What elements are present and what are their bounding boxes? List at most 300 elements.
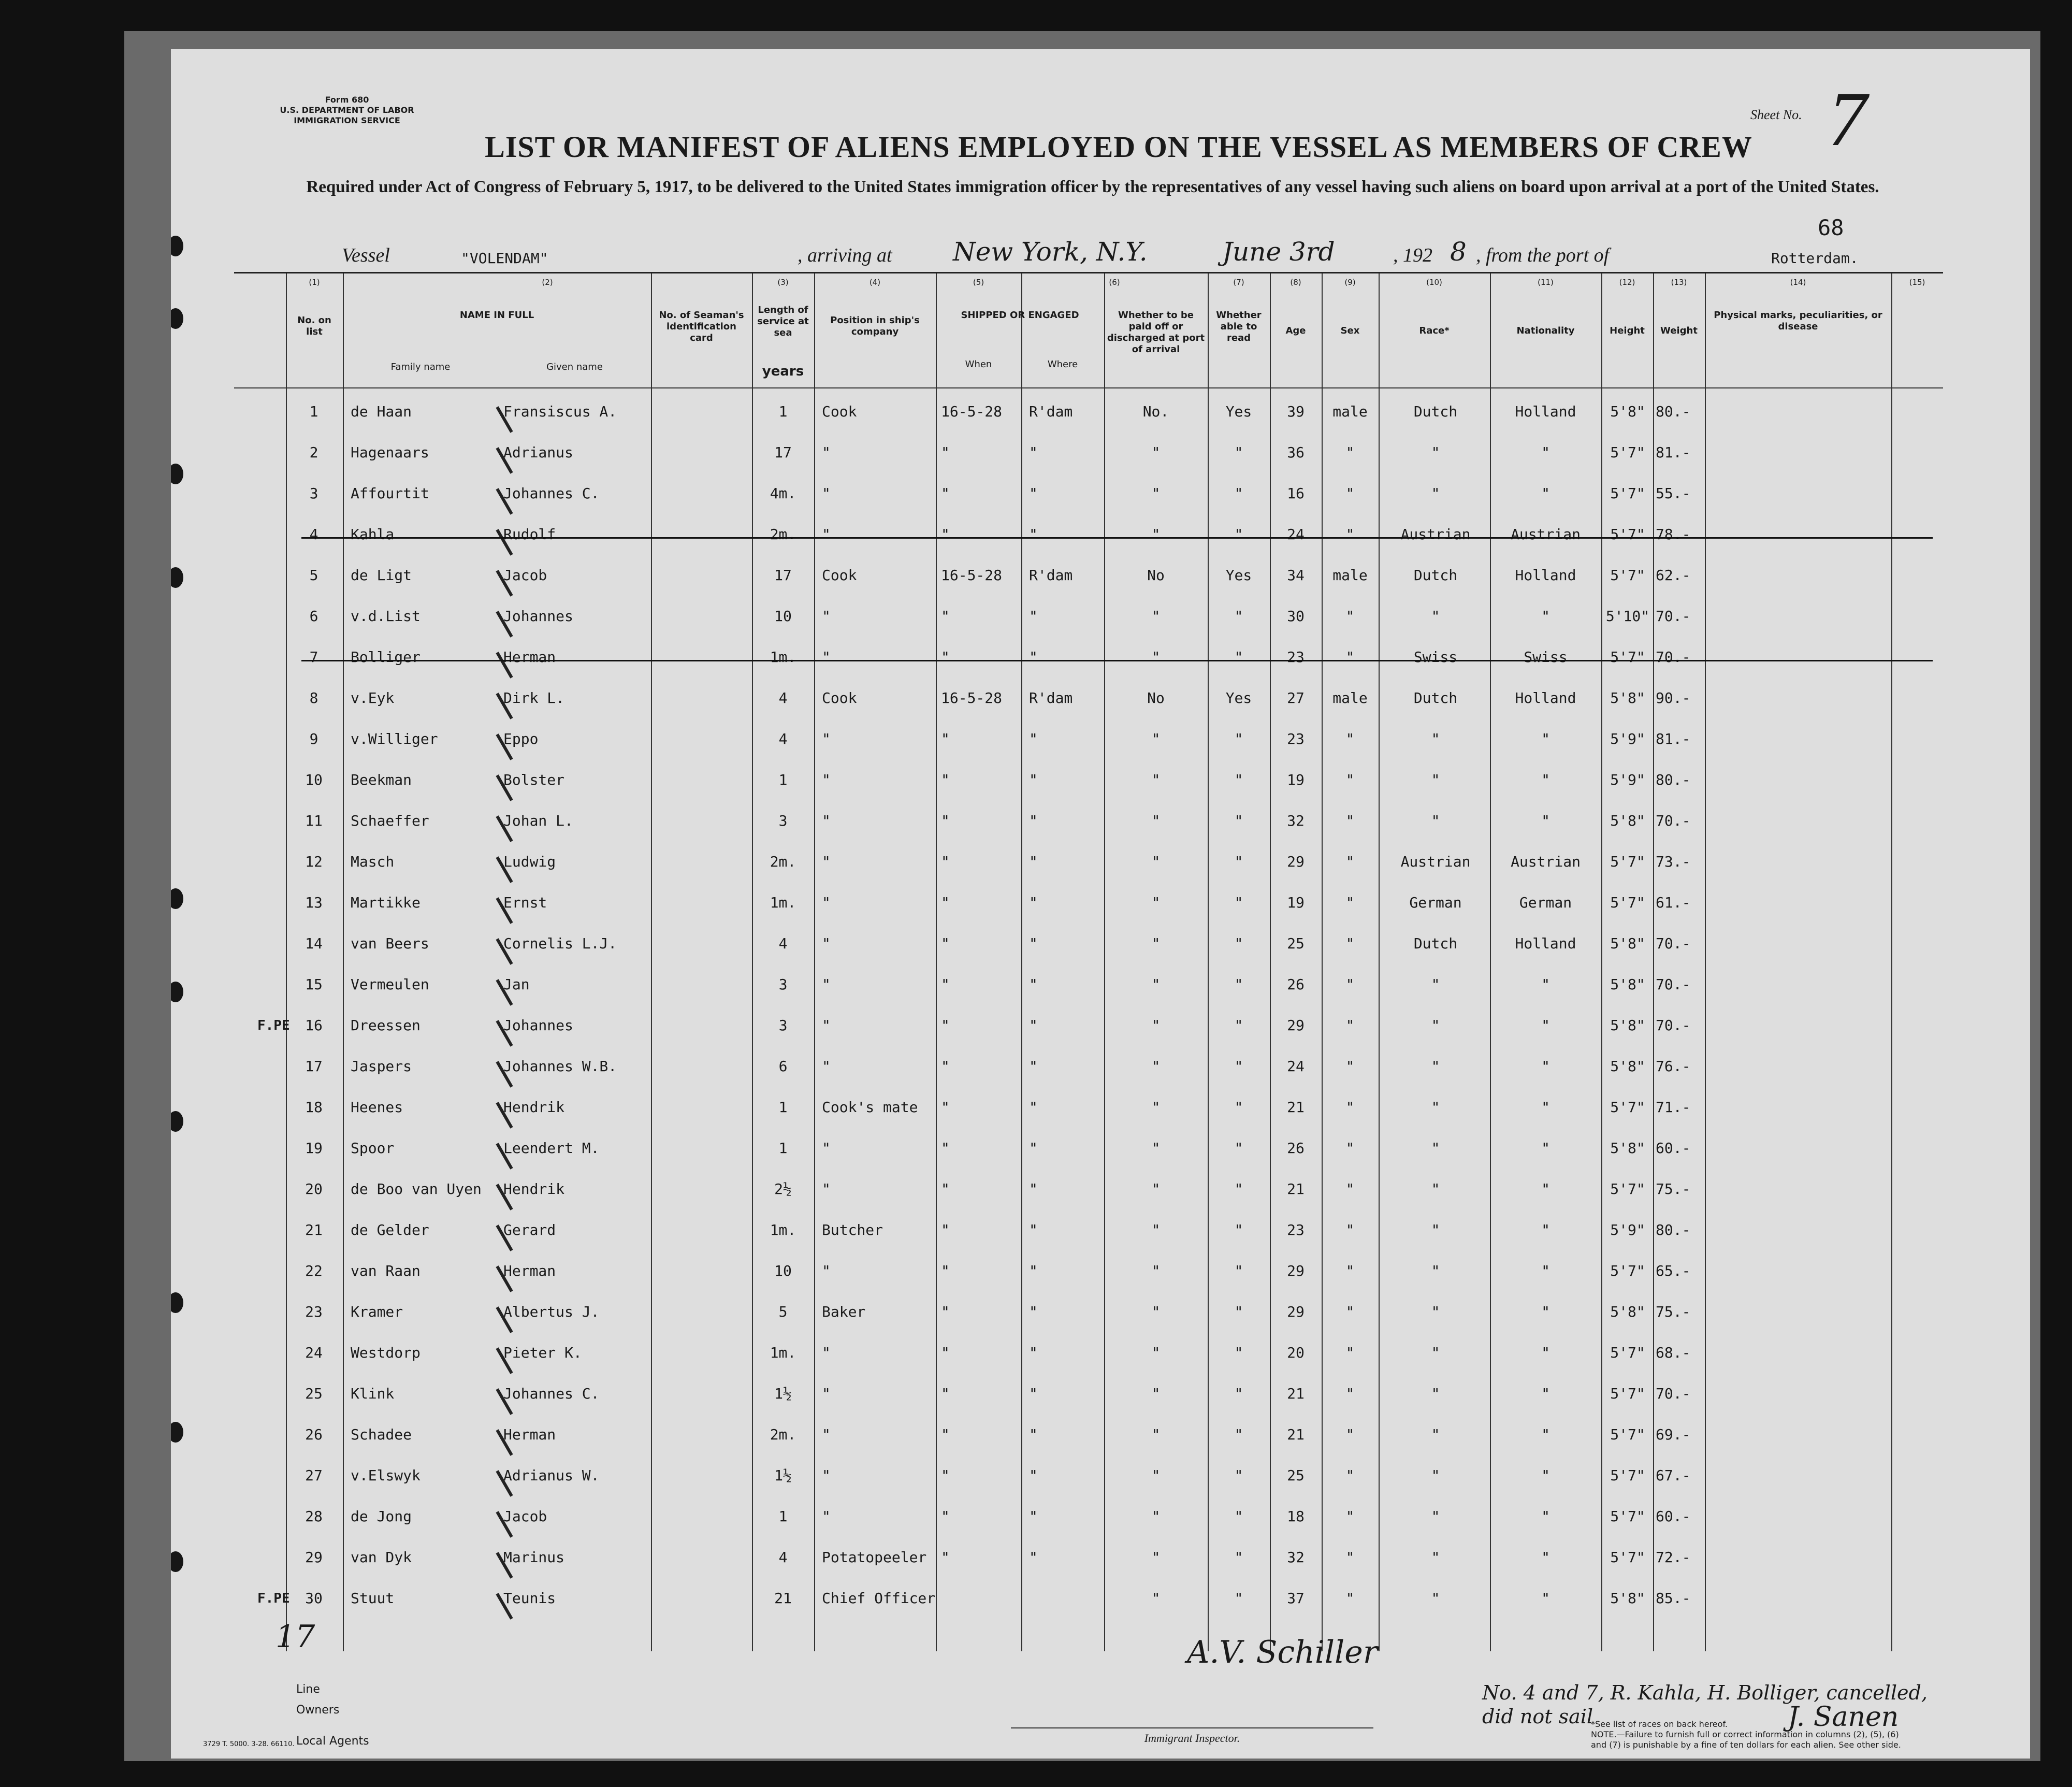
- cell-given-name: Dirk L.: [503, 689, 565, 707]
- cell-shipped-when: ": [941, 1508, 950, 1525]
- cell-nationality: ": [1541, 1303, 1550, 1320]
- cell-family-name: Vermeulen: [351, 976, 429, 993]
- table-row: [234, 1253, 1943, 1289]
- check-mark-icon: [496, 1536, 540, 1578]
- cell-position: ": [822, 444, 831, 461]
- table-row: [234, 1376, 1943, 1412]
- cell-family-name: Bolliger: [351, 648, 421, 666]
- binder-hole: [171, 236, 183, 256]
- col-header-age: Age: [1285, 325, 1306, 336]
- sheet-label: Sheet No.: [1750, 107, 1802, 122]
- cell-family-name: Heenes: [351, 1099, 403, 1116]
- cell-height: 5'7": [1610, 526, 1645, 543]
- cell-nationality: ": [1541, 771, 1550, 788]
- cell-given-name: Eppo: [503, 730, 539, 747]
- cell-shipped-when: ": [941, 608, 950, 625]
- cell-sex: ": [1345, 771, 1355, 788]
- cell-row-number: 11: [305, 812, 323, 829]
- cell-weight: 61.-: [1656, 894, 1691, 911]
- col-header-read: Whether able to read: [1216, 310, 1262, 343]
- table-row: [234, 639, 1943, 675]
- cell-service-length: 1m.: [770, 648, 796, 666]
- check-mark-icon: [496, 391, 540, 433]
- row-margin-mark: F.PE: [257, 1591, 290, 1606]
- cell-family-name: v.Elswyk: [351, 1467, 421, 1484]
- check-mark-icon: [496, 1373, 540, 1415]
- check-mark-icon: [496, 513, 540, 555]
- cell-given-name: Ludwig: [503, 853, 556, 870]
- cell-age: 29: [1287, 1303, 1305, 1320]
- cell-paid-off: No.: [1142, 403, 1169, 420]
- cell-paid-off: ": [1151, 1017, 1161, 1034]
- check-mark-icon: [496, 718, 540, 760]
- cell-able-to-read: ": [1234, 526, 1243, 543]
- cell-service-length: 21: [774, 1590, 792, 1607]
- check-mark-icon: [496, 882, 540, 924]
- cell-paid-off: ": [1151, 485, 1161, 502]
- cell-shipped-where: ": [1029, 1385, 1038, 1402]
- cell-family-name: van Raan: [351, 1262, 421, 1279]
- cell-family-name: Kahla: [351, 526, 395, 543]
- cell-weight: 78.-: [1656, 526, 1691, 543]
- footer: [203, 1619, 1943, 1753]
- cell-position: ": [822, 1180, 831, 1198]
- cell-service-length: 4m.: [770, 485, 796, 502]
- binder-hole: [171, 567, 183, 588]
- col-num: (11): [1538, 278, 1554, 287]
- cell-shipped-when: ": [941, 444, 950, 461]
- cell-sex: ": [1345, 935, 1355, 952]
- cell-family-name: Klink: [351, 1385, 395, 1402]
- cell-given-name: Bolster: [503, 771, 565, 788]
- cell-service-length: 1m.: [770, 894, 796, 911]
- cell-shipped-when: ": [941, 485, 950, 502]
- cell-given-name: Hendrik: [503, 1180, 565, 1198]
- cell-service-length: 3: [778, 1017, 788, 1034]
- cell-position: Cook's mate: [822, 1099, 918, 1116]
- check-mark-icon: [496, 636, 540, 678]
- cell-family-name: de Boo van Uyen: [351, 1180, 482, 1198]
- table-row: [234, 885, 1943, 921]
- cell-family-name: Schadee: [351, 1426, 412, 1443]
- cell-race: ": [1431, 608, 1440, 625]
- cell-paid-off: ": [1151, 1508, 1161, 1525]
- cell-sex: ": [1345, 526, 1355, 543]
- cell-shipped-when: ": [941, 1262, 950, 1279]
- cell-paid-off: ": [1151, 1303, 1161, 1320]
- cell-row-number: 26: [305, 1426, 323, 1443]
- cell-shipped-when: ": [941, 1221, 950, 1238]
- cell-shipped-where: ": [1029, 444, 1038, 461]
- cell-weight: 70.-: [1656, 935, 1691, 952]
- cell-sex: ": [1345, 853, 1355, 870]
- cell-paid-off: ": [1151, 1467, 1161, 1484]
- col-num: (10): [1426, 278, 1442, 287]
- cell-service-length: 17: [774, 444, 792, 461]
- cell-sex: ": [1345, 1221, 1355, 1238]
- cell-service-length: 3: [778, 812, 788, 829]
- cell-row-number: 2: [309, 444, 318, 461]
- cell-shipped-when: 16-5-28: [941, 403, 1003, 420]
- cell-position: ": [822, 1058, 831, 1075]
- inspector-signature: A.V. Schiller: [1187, 1634, 1378, 1670]
- cell-paid-off: ": [1151, 1058, 1161, 1075]
- cell-given-name: Jacob: [503, 1508, 547, 1525]
- col-header-card: No. of Seaman's identification card: [659, 310, 744, 343]
- cell-paid-off: ": [1151, 1099, 1161, 1116]
- col-num: (9): [1344, 278, 1356, 287]
- cell-able-to-read: ": [1234, 1426, 1243, 1443]
- cell-sex: ": [1345, 608, 1355, 625]
- cell-height: 5'7": [1610, 1508, 1645, 1525]
- cell-row-number: 20: [305, 1180, 323, 1198]
- cell-race: Dutch: [1413, 403, 1458, 420]
- cell-height: 5'8": [1610, 689, 1645, 707]
- binder-hole: [171, 464, 183, 484]
- cell-service-length: 10: [774, 608, 792, 625]
- cell-service-length: 2m.: [770, 853, 796, 870]
- binder-hole: [171, 1422, 183, 1443]
- cell-race: ": [1431, 1385, 1440, 1402]
- cell-weight: 81.-: [1656, 730, 1691, 747]
- agents-label: Local Agents: [296, 1735, 369, 1748]
- cell-paid-off: ": [1151, 1262, 1161, 1279]
- cell-height: 5'7": [1610, 1467, 1645, 1484]
- cell-height: 5'8": [1610, 976, 1645, 993]
- table-row: [234, 1048, 1943, 1085]
- cell-shipped-when: ": [941, 1303, 950, 1320]
- cell-sex: ": [1345, 976, 1355, 993]
- cell-weight: 70.-: [1656, 1385, 1691, 1402]
- cell-nationality: ": [1541, 1426, 1550, 1443]
- cell-weight: 76.-: [1656, 1058, 1691, 1075]
- col-header-sex: Sex: [1340, 325, 1360, 336]
- col-num: (3): [777, 278, 789, 287]
- cell-sex: ": [1345, 1549, 1355, 1566]
- cell-race: Dutch: [1413, 689, 1458, 707]
- cell-shipped-when: ": [941, 976, 950, 993]
- cell-given-name: Gerard: [503, 1221, 556, 1238]
- cell-height: 5'9": [1610, 730, 1645, 747]
- cell-position: ": [822, 648, 831, 666]
- cell-race: ": [1431, 1344, 1440, 1361]
- cell-age: 20: [1287, 1344, 1305, 1361]
- cell-age: 32: [1287, 812, 1305, 829]
- cell-race: ": [1431, 1180, 1440, 1198]
- table-row: [234, 1335, 1943, 1371]
- cell-able-to-read: ": [1234, 1549, 1243, 1566]
- cell-given-name: Jan: [503, 976, 530, 993]
- check-mark-icon: [496, 1209, 540, 1251]
- cell-family-name: van Beers: [351, 935, 429, 952]
- cell-able-to-read: ": [1234, 894, 1243, 911]
- cell-row-number: 12: [305, 853, 323, 870]
- cell-paid-off: ": [1151, 1344, 1161, 1361]
- cell-weight: 70.-: [1656, 608, 1691, 625]
- cell-service-length: 1: [778, 1140, 788, 1157]
- cell-able-to-read: ": [1234, 853, 1243, 870]
- col-header-height: Height: [1610, 325, 1645, 336]
- header-divider: [234, 387, 1943, 388]
- binder-hole: [171, 1292, 183, 1313]
- cell-height: 5'9": [1610, 771, 1645, 788]
- voyage-line: [342, 237, 1947, 273]
- check-mark-icon: [496, 554, 540, 596]
- cell-weight: 69.-: [1656, 1426, 1691, 1443]
- cell-shipped-where: ": [1029, 1058, 1038, 1075]
- cell-nationality: ": [1541, 1385, 1550, 1402]
- cell-able-to-read: ": [1234, 1140, 1243, 1157]
- arrival-date: June 3rd: [1222, 237, 1335, 267]
- form-header: [249, 95, 445, 126]
- cell-family-name: v.Williger: [351, 730, 438, 747]
- cell-row-number: 17: [305, 1058, 323, 1075]
- cell-height: 5'7": [1610, 648, 1645, 666]
- cell-race: ": [1431, 730, 1440, 747]
- cell-paid-off: No: [1147, 567, 1165, 584]
- cell-row-number: 8: [309, 689, 318, 707]
- cell-service-length: 6: [778, 1058, 788, 1075]
- cell-able-to-read: Yes: [1225, 403, 1252, 420]
- cell-service-length: 2m.: [770, 526, 796, 543]
- check-mark-icon: [496, 1045, 540, 1087]
- cell-nationality: ": [1541, 1508, 1550, 1525]
- cell-family-name: Hagenaars: [351, 444, 429, 461]
- check-mark-icon: [496, 1454, 540, 1496]
- cell-able-to-read: ": [1234, 1344, 1243, 1361]
- page-subtitle: Required under Act of Congress of February 5, 1917, to be delivered to the United States immigration officer by the representatives of any vessel having such aliens on board upon arrival at a port of the United States.: [306, 178, 1879, 196]
- cell-position: ": [822, 1385, 831, 1402]
- cell-service-length: 1½: [774, 1467, 792, 1484]
- cell-paid-off: ": [1151, 1221, 1161, 1238]
- cell-race: ": [1431, 1467, 1440, 1484]
- table-row: [234, 1498, 1943, 1535]
- table-row: [234, 803, 1943, 839]
- cell-sex: ": [1345, 1344, 1355, 1361]
- cell-age: 29: [1287, 1017, 1305, 1034]
- cell-sex: ": [1345, 1262, 1355, 1279]
- cell-age: 21: [1287, 1180, 1305, 1198]
- check-mark-icon: [496, 677, 540, 719]
- cell-shipped-where: ": [1029, 853, 1038, 870]
- cell-shipped-when: ": [941, 771, 950, 788]
- cell-given-name: Johannes C.: [503, 485, 600, 502]
- cell-weight: 81.-: [1656, 444, 1691, 461]
- cell-position: Baker: [822, 1303, 866, 1320]
- cell-weight: 70.-: [1656, 648, 1691, 666]
- line-label: Line: [296, 1683, 320, 1696]
- cell-shipped-where: ": [1029, 1426, 1038, 1443]
- cell-race: ": [1431, 1221, 1440, 1238]
- handwritten-mark: 17: [276, 1619, 315, 1655]
- cell-row-number: 9: [309, 730, 318, 747]
- cell-sex: male: [1332, 403, 1368, 420]
- cell-weight: 90.-: [1656, 689, 1691, 707]
- cell-nationality: ": [1541, 1467, 1550, 1484]
- cell-weight: 55.-: [1656, 485, 1691, 502]
- cell-row-number: 5: [309, 567, 318, 584]
- cell-race: ": [1431, 1058, 1440, 1075]
- cell-family-name: van Dyk: [351, 1549, 412, 1566]
- cell-shipped-when: ": [941, 526, 950, 543]
- check-mark-icon: [496, 800, 540, 842]
- cell-paid-off: ": [1151, 730, 1161, 747]
- cell-weight: 80.-: [1656, 771, 1691, 788]
- cell-nationality: Holland: [1515, 567, 1576, 584]
- table-row: [234, 926, 1943, 962]
- cell-able-to-read: Yes: [1225, 689, 1252, 707]
- check-mark-icon: [496, 431, 540, 473]
- cell-able-to-read: ": [1234, 485, 1243, 502]
- cell-height: 5'8": [1610, 1140, 1645, 1157]
- cell-shipped-when: ": [941, 730, 950, 747]
- cell-position: ": [822, 894, 831, 911]
- col-header-no: No. on list: [297, 315, 331, 337]
- cell-row-number: 25: [305, 1385, 323, 1402]
- cell-row-number: 4: [309, 526, 318, 543]
- cell-able-to-read: ": [1234, 1590, 1243, 1607]
- cell-able-to-read: ": [1234, 1467, 1243, 1484]
- sheet-number: 7: [1828, 76, 1867, 162]
- cell-able-to-read: ": [1234, 1508, 1243, 1525]
- cell-given-name: Pieter K.: [503, 1344, 582, 1361]
- cell-shipped-where: ": [1029, 1344, 1038, 1361]
- cell-shipped-where: ": [1029, 730, 1038, 747]
- cell-given-name: Johannes: [503, 608, 573, 625]
- cell-row-number: 16: [305, 1017, 323, 1034]
- cell-position: ": [822, 1344, 831, 1361]
- cell-weight: 70.-: [1656, 812, 1691, 829]
- cell-position: ": [822, 1262, 831, 1279]
- cell-row-number: 6: [309, 608, 318, 625]
- col-num: (15): [1909, 278, 1925, 287]
- cell-able-to-read: ": [1234, 976, 1243, 993]
- cell-sex: ": [1345, 1099, 1355, 1116]
- cell-nationality: ": [1541, 1058, 1550, 1075]
- cell-weight: 80.-: [1656, 1221, 1691, 1238]
- cell-sex: ": [1345, 444, 1355, 461]
- cell-family-name: v.Eyk: [351, 689, 395, 707]
- cell-able-to-read: ": [1234, 935, 1243, 952]
- cell-position: ": [822, 812, 831, 829]
- cell-sex: ": [1345, 1017, 1355, 1034]
- cell-given-name: Fransiscus A.: [503, 403, 617, 420]
- cell-age: 37: [1287, 1590, 1305, 1607]
- cell-able-to-read: ": [1234, 1221, 1243, 1238]
- cell-age: 24: [1287, 1058, 1305, 1075]
- cell-shipped-when: ": [941, 1385, 950, 1402]
- cell-age: 19: [1287, 894, 1305, 911]
- cell-able-to-read: ": [1234, 1017, 1243, 1034]
- cell-weight: 85.-: [1656, 1590, 1691, 1607]
- inspector-label: Immigrant Inspector.: [1144, 1732, 1240, 1745]
- cell-weight: 70.-: [1656, 976, 1691, 993]
- cell-weight: 80.-: [1656, 403, 1691, 420]
- cell-race: German: [1409, 894, 1462, 911]
- cell-height: 5'7": [1610, 444, 1645, 461]
- cell-family-name: de Gelder: [351, 1221, 429, 1238]
- handwritten-note: No. 4 and 7, R. Kahla, H. Bolliger, cancelled, did not sail: [1482, 1681, 1928, 1728]
- cell-paid-off: ": [1151, 1140, 1161, 1157]
- cell-position: ": [822, 608, 831, 625]
- cell-race: Austrian: [1400, 526, 1471, 543]
- cell-shipped-where: ": [1029, 1140, 1038, 1157]
- cell-family-name: Jaspers: [351, 1058, 412, 1075]
- cell-age: 34: [1287, 567, 1305, 584]
- cell-shipped-where: ": [1029, 1549, 1038, 1566]
- cell-shipped-when: 16-5-28: [941, 567, 1003, 584]
- cell-able-to-read: ": [1234, 1180, 1243, 1198]
- cell-height: 5'7": [1610, 1344, 1645, 1361]
- manifest-sheet: [171, 49, 2030, 1759]
- cell-family-name: Dreessen: [351, 1017, 421, 1034]
- cell-nationality: ": [1541, 485, 1550, 502]
- cell-given-name: Adrianus: [503, 444, 573, 461]
- cell-nationality: ": [1541, 1140, 1550, 1157]
- cell-nationality: Holland: [1515, 689, 1576, 707]
- cell-service-length: 3: [778, 976, 788, 993]
- cell-nationality: ": [1541, 1590, 1550, 1607]
- cell-age: 25: [1287, 935, 1305, 952]
- cell-row-number: 1: [309, 403, 318, 420]
- cell-sex: ": [1345, 1426, 1355, 1443]
- cell-weight: 71.-: [1656, 1099, 1691, 1116]
- col-subheader-family: Family name: [390, 362, 451, 372]
- cell-service-length: 2½: [774, 1180, 792, 1198]
- cell-race: ": [1431, 771, 1440, 788]
- cell-family-name: de Haan: [351, 403, 412, 420]
- cell-nationality: ": [1541, 1262, 1550, 1279]
- cell-height: 5'7": [1610, 485, 1645, 502]
- cell-weight: 65.-: [1656, 1262, 1691, 1279]
- col-num: (4): [869, 278, 881, 287]
- cell-height: 5'8": [1610, 403, 1645, 420]
- cell-nationality: ": [1541, 444, 1550, 461]
- cell-nationality: Swiss: [1524, 648, 1568, 666]
- vessel-name: "VOLENDAM": [461, 250, 548, 267]
- check-mark-icon: [496, 1495, 540, 1537]
- cell-height: 5'7": [1610, 1262, 1645, 1279]
- cell-family-name: Schaeffer: [351, 812, 429, 829]
- cell-position: ": [822, 526, 831, 543]
- cell-shipped-when: ": [941, 894, 950, 911]
- binder-hole: [171, 1551, 183, 1572]
- cell-position: Potatopeeler: [822, 1549, 927, 1566]
- check-mark-icon: [496, 1577, 540, 1619]
- col-num: (13): [1671, 278, 1687, 287]
- check-mark-icon: [496, 759, 540, 801]
- cell-given-name: Herman: [503, 1262, 556, 1279]
- cell-height: 5'7": [1610, 1549, 1645, 1566]
- cell-position: ": [822, 976, 831, 993]
- cell-paid-off: ": [1151, 894, 1161, 911]
- check-mark-icon: [496, 841, 540, 883]
- cell-nationality: ": [1541, 1017, 1550, 1034]
- cell-nationality: Austrian: [1511, 853, 1581, 870]
- cell-row-number: 21: [305, 1221, 323, 1238]
- cell-given-name: Marinus: [503, 1549, 565, 1566]
- cell-sex: ": [1345, 648, 1355, 666]
- cell-service-length: 10: [774, 1262, 792, 1279]
- cell-nationality: ": [1541, 1221, 1550, 1238]
- cell-service-length: 5: [778, 1303, 788, 1320]
- cell-race: ": [1431, 1017, 1440, 1034]
- cell-shipped-when: ": [941, 1549, 950, 1566]
- cell-service-length: 1m.: [770, 1221, 796, 1238]
- cell-race: ": [1431, 976, 1440, 993]
- cell-position: ": [822, 1017, 831, 1034]
- cell-service-length: 4: [778, 1549, 788, 1566]
